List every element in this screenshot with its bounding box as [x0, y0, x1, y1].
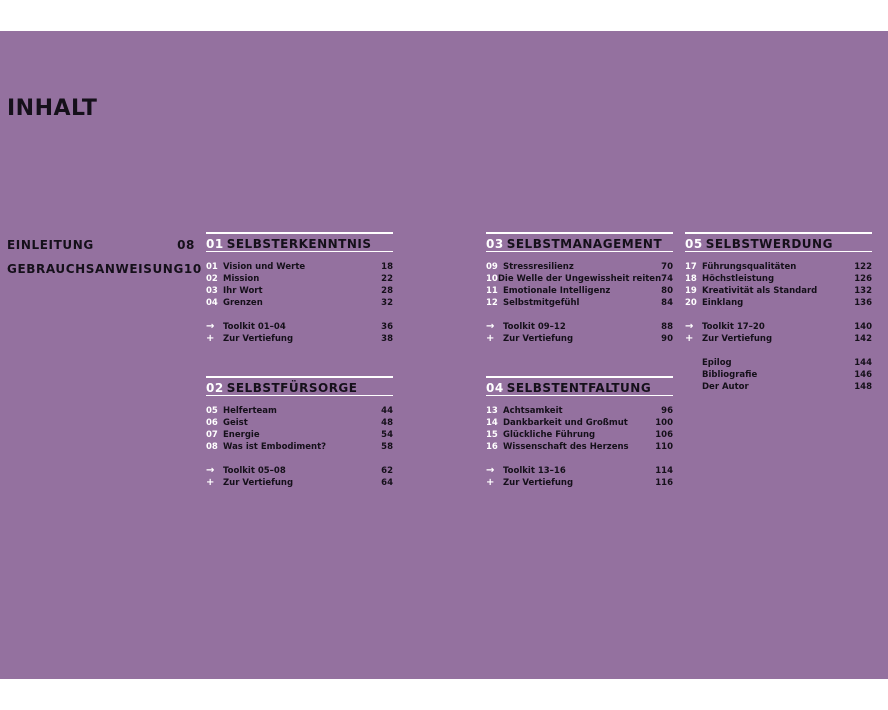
appendix-row[interactable]: [685, 369, 872, 381]
page-number: 136: [854, 298, 872, 308]
section-number: 02: [206, 381, 224, 395]
section-selbstwerdung: [685, 232, 872, 393]
toc-row[interactable]: [685, 297, 872, 309]
section-selbstmanagement: [486, 232, 673, 345]
chapter-number: 03: [206, 286, 218, 296]
toc-row[interactable]: [685, 261, 872, 273]
page-number: 148: [854, 382, 872, 392]
page-number: 114: [655, 466, 673, 476]
chapter-number: 15: [486, 430, 498, 440]
page-number: 64: [381, 478, 393, 488]
toc-row[interactable]: [486, 429, 673, 441]
chapter-title: Höchstleistung: [702, 274, 775, 284]
further-reading-row[interactable]: [486, 333, 673, 345]
section-number: 04: [486, 381, 504, 395]
chapter-number: 10: [486, 274, 498, 284]
plus-icon: +: [206, 333, 215, 344]
section-number: 05: [685, 237, 703, 251]
chapter-title: Ihr Wort: [223, 286, 263, 296]
toolkit-row[interactable]: [486, 465, 673, 477]
section-title: SELBSTFÜRSORGE: [226, 381, 358, 395]
toc-entry-intro[interactable]: [7, 238, 195, 252]
chapter-title: Grenzen: [223, 298, 263, 308]
further-reading-row[interactable]: [486, 477, 673, 489]
toolkit-row[interactable]: [685, 321, 872, 333]
further-reading-row[interactable]: [685, 333, 872, 345]
plus-icon: +: [206, 477, 215, 488]
plus-icon: +: [486, 477, 495, 488]
arrow-right-icon: →: [206, 465, 215, 476]
page-number: 62: [381, 466, 393, 476]
page-number: 44: [381, 406, 393, 416]
further-reading-row[interactable]: [206, 477, 393, 489]
section-title: SELBSTMANAGEMENT: [506, 237, 663, 251]
section-heading[interactable]: [486, 376, 673, 396]
toc-row[interactable]: [206, 405, 393, 417]
toc-row[interactable]: [486, 405, 673, 417]
entry-page: 08: [177, 238, 195, 252]
further-reading-title: Zur Vertiefung: [702, 334, 773, 344]
further-reading-title: Zur Vertiefung: [503, 334, 574, 344]
chapter-title: Glückliche Führung: [503, 430, 596, 440]
chapter-number: 06: [206, 418, 218, 428]
page-number: 100: [655, 418, 673, 428]
chapter-number: 04: [206, 298, 218, 308]
section-selbsterkenntnis: [206, 232, 393, 345]
page-number: 146: [854, 370, 872, 380]
page-number: 22: [381, 274, 393, 284]
arrow-right-icon: →: [486, 321, 495, 332]
appendix-title: Bibliografie: [702, 370, 758, 380]
chapter-title: Kreativität als Standard: [702, 286, 818, 296]
toc-row[interactable]: [486, 441, 673, 453]
toolkit-title: Toolkit 13–16: [503, 466, 566, 476]
chapter-title: Was ist Embodiment?: [223, 442, 327, 452]
chapter-number: 17: [685, 262, 697, 272]
page-number: 122: [854, 262, 872, 272]
entry-label: GEBRAUCHSANWEISUNG: [7, 262, 184, 276]
chapter-title: Dankbarkeit und Großmut: [503, 418, 628, 428]
further-reading-title: Zur Vertiefung: [223, 478, 294, 488]
chapter-number: 18: [685, 274, 697, 284]
page-number: 36: [381, 322, 393, 332]
section-title: SELBSTERKENNTNIS: [226, 237, 372, 251]
page-number: 32: [381, 298, 393, 308]
chapter-title: Geist: [223, 418, 248, 428]
toolkit-title: Toolkit 17–20: [702, 322, 765, 332]
chapter-title: Wissenschaft des Herzens: [503, 442, 629, 452]
chapter-number: 08: [206, 442, 218, 452]
toc-page: [0, 31, 888, 679]
page-number: 54: [381, 430, 393, 440]
page-number: 96: [661, 406, 673, 416]
chapter-title: Die Welle der Ungewissheit reiten: [497, 274, 662, 284]
chapter-title: Selbstmitgefühl: [503, 298, 580, 308]
toc-row[interactable]: [206, 441, 393, 453]
appendix-title: Epilog: [702, 358, 732, 368]
arrow-right-icon: →: [685, 321, 694, 332]
toolkit-row[interactable]: [206, 321, 393, 333]
page-number: 38: [381, 334, 393, 344]
page-number: 88: [661, 322, 673, 332]
chapter-number: 16: [486, 442, 498, 452]
chapter-number: 01: [206, 262, 218, 272]
chapter-number: 14: [486, 418, 498, 428]
toc-row[interactable]: [486, 297, 673, 309]
toc-row[interactable]: [685, 273, 872, 285]
page-number: 84: [661, 298, 673, 308]
toolkit-row[interactable]: [206, 465, 393, 477]
further-reading-title: Zur Vertiefung: [223, 334, 294, 344]
page-number: 126: [854, 274, 872, 284]
chapter-title: Stressresilienz: [503, 262, 574, 272]
page-number: 28: [381, 286, 393, 296]
arrow-right-icon: →: [486, 465, 495, 476]
toolkit-title: Toolkit 09–12: [503, 322, 566, 332]
section-title: SELBSTWERDUNG: [705, 237, 833, 251]
toc-row[interactable]: [206, 417, 393, 429]
chapter-number: 05: [206, 406, 218, 416]
chapter-number: 19: [685, 286, 697, 296]
further-reading-row[interactable]: [206, 333, 393, 345]
toc-row[interactable]: [206, 297, 393, 309]
section-selbstfuersorge: [206, 376, 393, 489]
chapter-number: 20: [685, 298, 697, 308]
arrow-right-icon: →: [206, 321, 215, 332]
section-heading[interactable]: [685, 232, 872, 252]
appendix-title: Der Autor: [702, 382, 749, 392]
page-number: 140: [854, 322, 872, 332]
plus-icon: +: [685, 333, 694, 344]
page-number: 110: [655, 442, 673, 452]
chapter-number: 13: [486, 406, 498, 416]
chapter-number: 09: [486, 262, 498, 272]
page-number: 74: [661, 274, 673, 284]
toc-row[interactable]: [206, 261, 393, 273]
section-title: SELBSTENTFALTUNG: [506, 381, 652, 395]
page-number: 70: [661, 262, 673, 272]
chapter-number: 07: [206, 430, 218, 440]
chapter-title: Führungsqualitäten: [702, 262, 797, 272]
chapter-number: 11: [486, 286, 498, 296]
appendix-row[interactable]: [685, 381, 872, 393]
section-heading[interactable]: [206, 232, 393, 252]
page-number: 80: [661, 286, 673, 296]
further-reading-title: Zur Vertiefung: [503, 478, 574, 488]
section-heading[interactable]: [486, 232, 673, 252]
toc-row[interactable]: [486, 273, 673, 285]
chapter-title: Energie: [223, 430, 260, 440]
chapter-title: Helferteam: [223, 406, 277, 416]
page-number: 144: [854, 358, 872, 368]
toc-row[interactable]: [486, 417, 673, 429]
section-number: 03: [486, 237, 504, 251]
page-number: 116: [655, 478, 673, 488]
section-selbstentfaltung: [486, 376, 673, 489]
chapter-title: Mission: [223, 274, 260, 284]
page-title: INHALT: [7, 96, 98, 121]
toolkit-title: Toolkit 01–04: [223, 322, 286, 332]
appendix-row[interactable]: [685, 357, 872, 369]
section-heading[interactable]: [206, 376, 393, 396]
chapter-title: Vision und Werte: [223, 262, 306, 272]
page-number: 90: [661, 334, 673, 344]
toc-row[interactable]: [486, 285, 673, 297]
toc-row[interactable]: [685, 285, 872, 297]
page-number: 132: [854, 286, 872, 296]
chapter-number: 02: [206, 274, 218, 284]
page-number: 58: [381, 442, 393, 452]
page-number: 106: [655, 430, 673, 440]
entry-label: EINLEITUNG: [7, 238, 94, 252]
page-number: 48: [381, 418, 393, 428]
toolkit-title: Toolkit 05–08: [223, 466, 286, 476]
toc-entry-usage[interactable]: [7, 262, 202, 276]
chapter-number: 12: [486, 298, 498, 308]
plus-icon: +: [486, 333, 495, 344]
toc-row[interactable]: [206, 429, 393, 441]
toc-row[interactable]: [486, 261, 673, 273]
chapter-title: Emotionale Intelligenz: [503, 286, 611, 296]
toc-row[interactable]: [206, 273, 393, 285]
chapter-title: Einklang: [702, 298, 744, 308]
chapter-title: Achtsamkeit: [503, 406, 563, 416]
entry-page: 10: [183, 262, 202, 276]
page-number: 18: [381, 262, 393, 272]
section-number: 01: [206, 237, 224, 251]
toc-row[interactable]: [206, 285, 393, 297]
page-number: 142: [854, 334, 872, 344]
toolkit-row[interactable]: [486, 321, 673, 333]
